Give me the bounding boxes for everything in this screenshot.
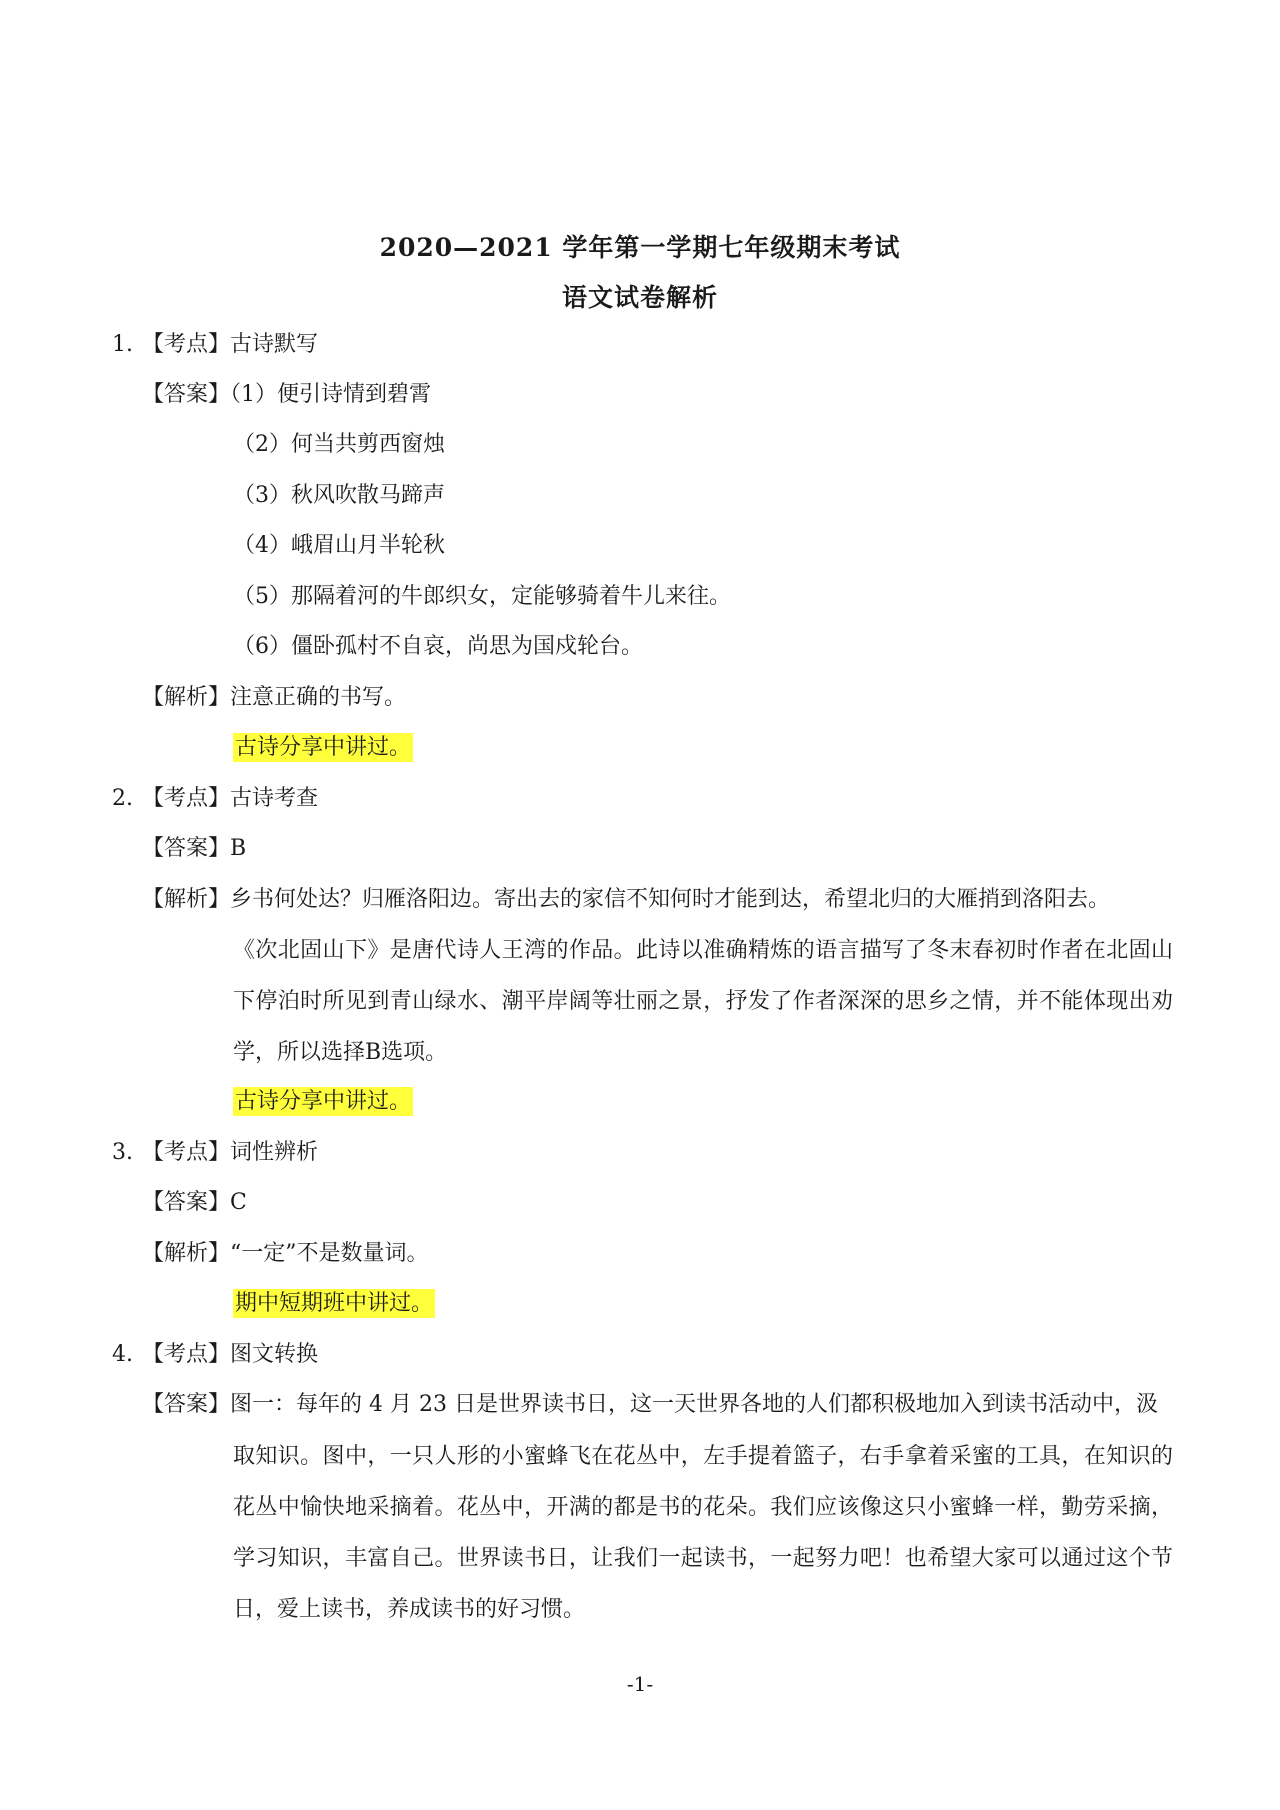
q1-answer-3: （3）秋风吹散马蹄声 — [233, 483, 445, 508]
q1-answer-2: （2）何当共剪西窗烛 — [233, 432, 445, 457]
q3-kaodian: 词性辨析 — [230, 1140, 319, 1165]
page-number: -1- — [626, 1672, 654, 1696]
q1-jiexi-tag: 【解析】 — [142, 685, 231, 710]
q2-number: 2. — [112, 786, 133, 811]
q4-kaodian-tag: 【考点】 — [142, 1342, 231, 1367]
q4-daan-paragraph: 取知识。图中，一只人形的小蜜蜂飞在花丛中，左手提着篮子，右手拿着采蜜的工具，在知识的花丛中愉快地采摘着。花丛中，开满的都是书的花朵。我们应该像这只小蜜蜂一样，勤劳采摘，学习知识，丰富自己。世界读书日，让我们一起读书，一起努力吧！也希望大家可以通过这个节日，爱上读书，养成读书的好习惯。 — [233, 1444, 1173, 1622]
q2-kaodian: 古诗考查 — [230, 786, 319, 811]
q4-daan-line — [142, 1390, 1158, 1420]
q2-note-highlight: 古诗分享中讲过。 — [235, 1089, 412, 1114]
q4-daan-tag: 【答案】 — [142, 1392, 231, 1417]
q2-jiexi-tag: 【解析】 — [142, 887, 231, 912]
q2-kaodian-tag: 【考点】 — [142, 786, 231, 811]
q1-note-highlight: 古诗分享中讲过。 — [235, 735, 412, 760]
q1-jiexi-line — [142, 683, 406, 713]
q1-number: 1. — [112, 332, 133, 357]
q1-answer-5: （5）那隔着河的牛郎织女，定能够骑着牛儿来往。 — [233, 584, 731, 609]
q3-kaodian-line — [112, 1138, 318, 1168]
q1-note-line — [233, 733, 413, 763]
q2-daan: B — [230, 836, 247, 861]
q3-note-line — [233, 1289, 435, 1319]
q3-daan-line — [142, 1188, 247, 1218]
q3-daan: C — [230, 1190, 247, 1215]
q4-kaodian-line — [112, 1340, 318, 1370]
q3-kaodian-tag: 【考点】 — [142, 1140, 231, 1165]
q2-daan-line — [142, 834, 246, 864]
document-title: 2020—2021 学年第一学期七年级期末考试 — [379, 233, 901, 262]
q1-answer-1: （1）便引诗情到碧霄 — [230, 382, 432, 407]
q4-kaodian: 图文转换 — [230, 1342, 319, 1367]
q1-answer-4: （4）峨眉山月半轮秋 — [233, 533, 445, 558]
q3-number: 3. — [112, 1140, 133, 1165]
q1-kaodian-tag: 【考点】 — [142, 332, 231, 357]
q1-daan-tag: 【答案】 — [142, 382, 231, 407]
q1-kaodian: 古诗默写 — [230, 332, 319, 357]
q1-answer-6: （6）僵卧孤村不自哀，尚思为国戍轮台。 — [233, 634, 643, 659]
q3-daan-tag: 【答案】 — [142, 1190, 231, 1215]
q2-daan-tag: 【答案】 — [142, 836, 231, 861]
q4-daan-first: 图一：每年的 4 月 23 日是世界读书日，这一天世界各地的人们都积极地加入到读书活动中，汲 — [230, 1392, 1158, 1417]
q2-note-line — [233, 1087, 413, 1117]
q2-jiexi-paragraph: 《次北固山下》是唐代诗人王湾的作品。此诗以准确精炼的语言描写了冬末春初时作者在北固山下停泊时所见到青山绿水、潮平岸阔等壮丽之景，抒发了作者深深的思乡之情，并不能体现出劝学，所以选择B选项。 — [233, 938, 1173, 1065]
q1-kaodian-line — [112, 330, 318, 360]
q3-jiexi-line — [142, 1239, 429, 1269]
q3-jiexi-tag: 【解析】 — [142, 1241, 231, 1266]
q2-jiexi: 乡书何处达？归雁洛阳边。寄出去的家信不知何时才能到达，希望北归的大雁捎到洛阳去。 — [230, 887, 1111, 912]
q2-kaodian-line — [112, 784, 318, 814]
q4-number: 4. — [112, 1342, 133, 1367]
q3-jiexi: “一定”不是数量词。 — [230, 1241, 429, 1266]
q2-jiexi-line — [142, 885, 1110, 915]
document-subtitle: 语文试卷解析 — [561, 283, 718, 312]
q1-jiexi: 注意正确的书写。 — [230, 685, 407, 710]
q3-note-highlight: 期中短期班中讲过。 — [235, 1291, 434, 1316]
q1-daan-line — [142, 380, 431, 410]
